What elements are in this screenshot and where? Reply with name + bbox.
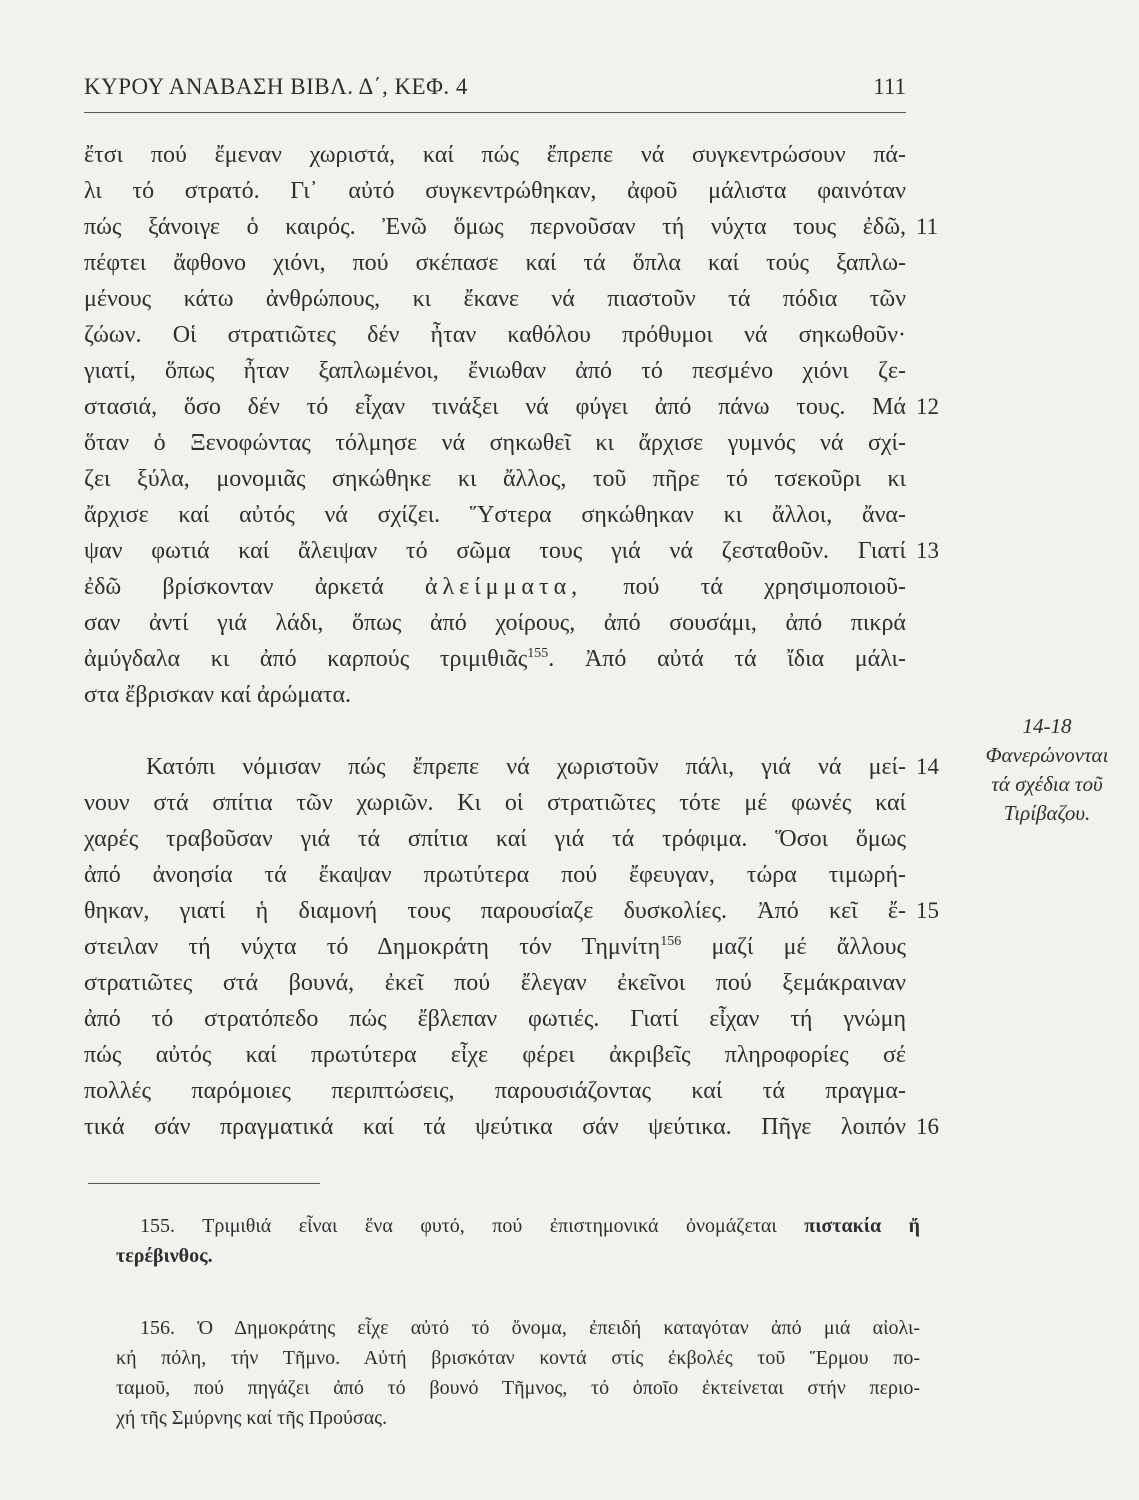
text-segment: ἐδῶ βρίσκονταν ἀρκετά	[84, 574, 384, 600]
footnote-number: 155.	[140, 1215, 175, 1237]
text-line: ὅταν ὁ Ξενοφώντας τόλμησε νά σηκωθεῖ κι ἄρχισε γυμνός νά σχί-	[84, 430, 906, 456]
footnote-line	[140, 1314, 920, 1342]
footnote-text: Ὁ Δημοκράτης εἶχε αὐτό τό ὄνομα, ἐπειδή καταγόταν ἀπό μιά αἰολι-	[175, 1317, 920, 1339]
text-line: ἔτσι πού ἔμεναν χωριστά, καί πώς ἔπρεπε νά συγκεντρώσουν πά-	[84, 142, 906, 168]
text-line: ἀπό τό στρατόπεδο πώς ἔβλεπαν φωτιές. Γιατί εἶχαν τή γνώμη	[84, 1006, 906, 1032]
footnote-line: κή πόλη, τήν Τῆμνο. Αὐτή βρισκόταν κοντά στίς ἐκβολές τοῦ Ἕρμου πο-	[116, 1347, 920, 1369]
section-number: 11	[916, 214, 939, 239]
header-rule	[84, 112, 906, 113]
text-segment: μαζί μέ ἄλλους	[681, 934, 907, 960]
text-line: πώς αὐτός καί πρωτύτερα εἶχε φέρει ἀκριβεῖς πληροφορίες σέ	[84, 1042, 906, 1068]
text-line: νουν στά σπίτια τῶν χωριῶν. Κι οἱ στρατιῶτες τότε μέ φωνές καί	[84, 790, 906, 816]
text-line: στα ἔβρισκαν καί ἀρώματα.	[84, 682, 352, 708]
footnote-text: Τριμιθιά εἶναι ἕνα φυτό, πού ἐπιστημονικά ὀνομάζεται	[175, 1215, 805, 1237]
text-segment: πού τά χρησιμοποιοῦ-	[623, 574, 906, 600]
text-line: πέφτει ἄφθονο χιόνι, πού σκέπασε καί τά ὅπλα καί τούς ξαπλω-	[84, 250, 906, 276]
text-line: ψαν φωτιά καί ἄλειψαν τό σῶμα τους γιά νά ζεσταθοῦν. Γιατί	[84, 538, 906, 564]
footnote-ref-155: 155	[527, 646, 549, 661]
footnote-line	[140, 1212, 920, 1240]
section-number: 16	[916, 1114, 939, 1139]
text-segment: στειλαν τή νύχτα τό Δημοκράτη τόν Τημνίτη	[84, 934, 661, 960]
margin-note-line: Τιρίβαζου.	[1003, 801, 1091, 825]
text-line: λι τό στρατό. Γι᾿ αὐτό συγκεντρώθηκαν, ἀφοῦ μάλιστα φαινόταν	[84, 178, 906, 204]
text-line: ἀπό ἀνοησία τά ἔκαψαν πρωτύτερα πού ἔφευγαν, τώρα τιμωρή-	[84, 862, 906, 888]
text-line: ζώων. Οἱ στρατιῶτες δέν ἦταν καθόλου πρόθυμοι νά σηκωθοῦν·	[84, 322, 906, 348]
text-line: πολλές παρόμοιες περιπτώσεις, παρουσιάζοντας καί τά πραγμα-	[84, 1078, 906, 1104]
margin-note	[958, 712, 1136, 828]
page-number: 111	[873, 74, 906, 99]
text-line	[84, 932, 906, 962]
text-segment: ἀμύγδαλα κι ἀπό καρπούς τριμιθιᾶς	[84, 646, 528, 672]
footnote-rule	[88, 1183, 320, 1184]
footnote-term: πιστακία ἤ	[804, 1215, 920, 1237]
text-line: μένους κάτω ἀνθρώπους, κι ἔκανε νά πιαστοῦν τά πόδια τῶν	[84, 286, 906, 312]
margin-note-line: Φανερώνονται	[985, 743, 1109, 767]
footnote-ref-156: 156	[660, 934, 682, 949]
text-line	[84, 644, 906, 674]
margin-note-range: 14-18	[1022, 714, 1072, 738]
running-title: ΚΥΡΟΥ ΑΝΑΒΑΣΗ ΒΙΒΛ. Δ΄, ΚΕΦ. 4	[84, 74, 468, 99]
text-line: γιατί, ὅπως ἦταν ξαπλωμένοι, ἔνιωθαν ἀπό τό πεσμένο χιόνι ζε-	[84, 358, 906, 384]
text-line: τικά σάν πραγματικά καί τά ψεύτικα σάν ψεύτικα. Πῆγε λοιπόν	[84, 1114, 906, 1140]
text-line: στασιά, ὅσο δέν τό εἶχαν τινάξει νά φύγει ἀπό πάνω τους. Μά	[84, 394, 906, 420]
footnote-line: ταμοῦ, πού πηγάζει ἀπό τό βουνό Τῆμνος, τό ὁποῖο ἐκτείνεται στήν περιο-	[116, 1377, 920, 1399]
footnote-number: 156.	[140, 1317, 175, 1339]
text-line: ἄρχισε καί αὐτός νά σχίζει. Ὕστερα σηκώθηκαν κι ἄλλοι, ἄνα-	[84, 502, 906, 528]
text-line: Κατόπι νόμισαν πώς ἔπρεπε νά χωριστοῦν πάλι, γιά νά μεί-	[146, 754, 906, 780]
page-header	[84, 74, 906, 110]
text-line: χαρές τραβοῦσαν γιά τά σπίτια καί γιά τά τρόφιμα. Ὅσοι ὅμως	[84, 826, 906, 852]
text-line	[84, 572, 906, 602]
footnote-line: χή τῆς Σμύρνης καί τῆς Προύσας.	[116, 1407, 388, 1429]
footnote-term: τερέβινθος.	[116, 1245, 213, 1267]
text-line: θηκαν, γιατί ἡ διαμονή τους παρουσίαζε δυσκολίες. Ἀπό κεῖ ἔ-	[84, 898, 906, 924]
section-number: 15	[916, 898, 939, 923]
text-line: στρατιῶτες στά βουνά, ἐκεῖ πού ἔλεγαν ἐκεῖνοι πού ξεμάκραιναν	[84, 970, 906, 996]
text-segment: . Ἀπό αὐτά τά ἴδια μάλι-	[548, 646, 906, 672]
text-line: ζει ξύλα, μονομιᾶς σηκώθηκε κι ἄλλος, τοῦ πῆρε τό τσεκοῦρι κι	[84, 466, 906, 492]
margin-note-line: τά σχέδια τοῦ	[991, 772, 1103, 796]
section-number: 12	[916, 394, 939, 419]
footnote-line	[116, 1242, 920, 1270]
text-line: πώς ξάνοιγε ὁ καιρός. Ἐνῶ ὅμως περνοῦσαν τή νύχτα τους ἐδῶ,	[84, 214, 906, 240]
section-number: 13	[916, 538, 939, 563]
text-line: σαν ἀντί γιά λάδι, ὅπως ἀπό χοίρους, ἀπό σουσάμι, ἀπό πικρά	[84, 610, 906, 636]
section-number: 14	[916, 754, 939, 779]
spaced-term: ἀλείμματα,	[424, 574, 583, 600]
